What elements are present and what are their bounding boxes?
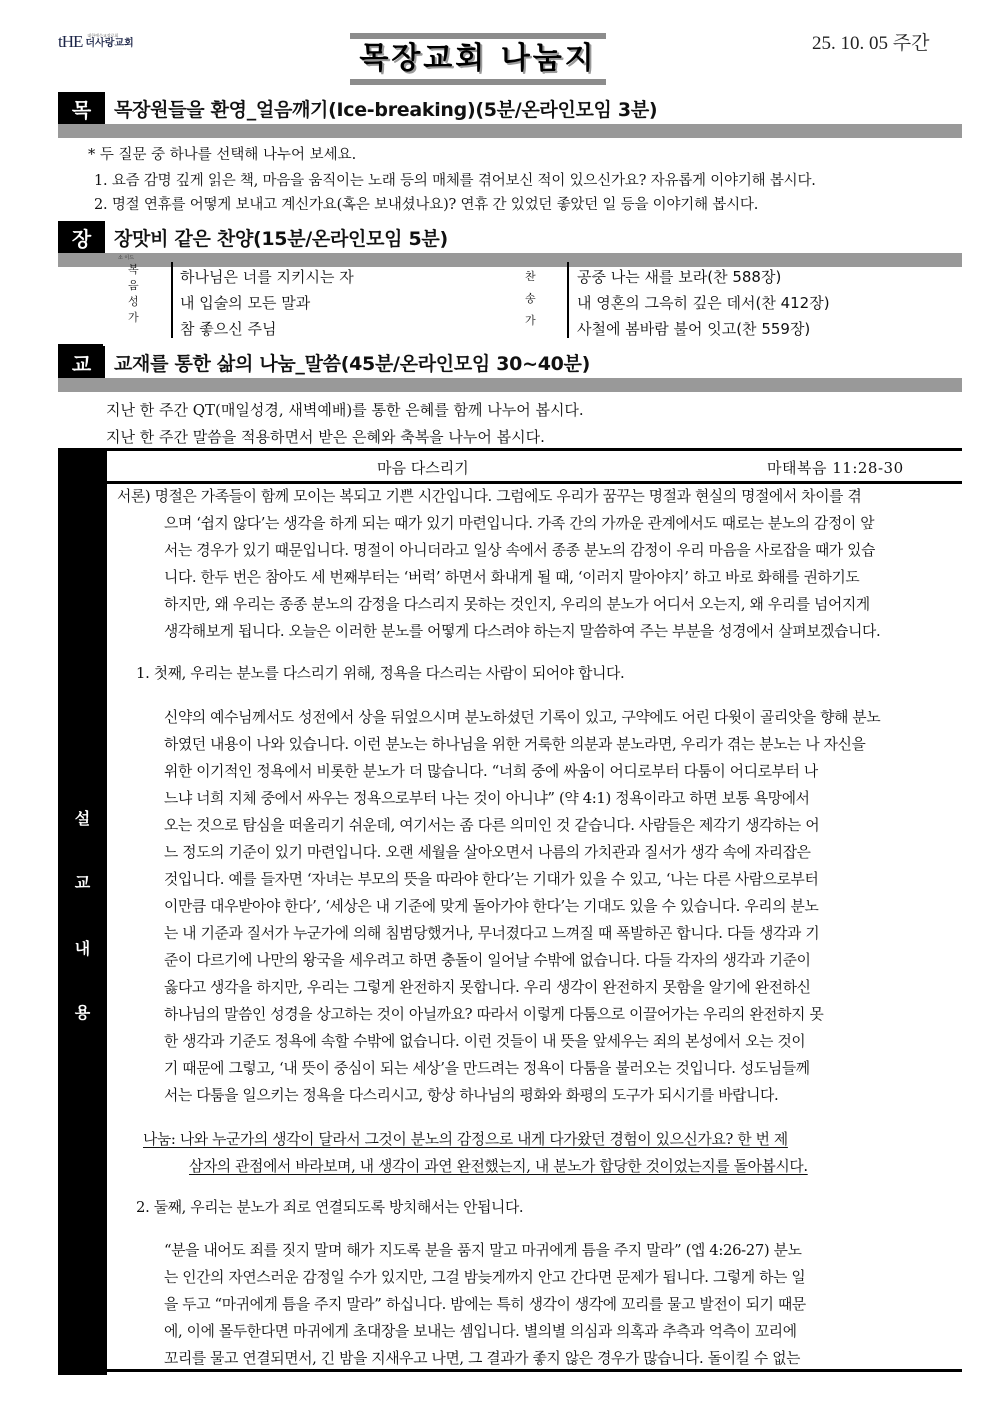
side-label-char: 내 <box>74 939 91 958</box>
side-label-char: 교 <box>74 873 91 892</box>
church-logo <box>58 33 134 50</box>
body-line: 옳다고 생각을 하지만, 우리는 그렇게 완전하지 못합니다. 우리 생각이 완전하지 못함을 알기에 완전하신 <box>164 979 811 996</box>
divider <box>567 262 569 338</box>
gospel-song-label: 복 음 성 가 <box>128 263 139 324</box>
section-title: 장맛비 같은 찬양(15분/온라인모임 5분) <box>114 227 448 250</box>
section-title: 교재를 통한 삶의 나눔_말씀(45분/온라인모임 30~40분) <box>114 352 590 375</box>
intro-line: 생각해보게 됩니다. 오늘은 이러한 분노를 어떻게 다스려야 하는지 말씀하여 주는 부분을 성경에서 살펴보겠습니다. <box>164 623 881 640</box>
sharing-note-2: 지난 한 주간 말씀을 적용하면서 받은 은혜와 축복을 나누어 봅시다. <box>106 428 545 446</box>
side-label-char: 설 <box>74 809 91 828</box>
hymn-label: 찬 송 가 <box>525 270 536 327</box>
section-mok <box>58 92 962 138</box>
sermon-title: 마음 다스리기 <box>377 459 469 477</box>
body-line: 위한 이기적인 정욕에서 비롯한 분노가 더 많습니다. “너희 중에 싸움이 어디로부터 다툼이 어디로부터 나 <box>164 763 818 780</box>
section-badge: 장 <box>58 221 105 253</box>
intro-line: 으며 ‘쉽지 않다’는 생각을 하게 되는 때가 있기 마련입니다. 가족 간의 가까운 관계에서도 때로는 분노의 감정이 앞 <box>164 515 875 532</box>
section-jang <box>58 221 962 267</box>
body-line: 는 인간의 자연스러운 감정일 수가 있지만, 그걸 밤늦게까지 안고 간다면 문제가 됩니다. 그렇게 하는 일 <box>164 1269 806 1286</box>
sermon-header <box>107 451 962 484</box>
body-line: 오는 것으로 탐심을 떠올리기 쉬운데, 여기서는 좀 다른 의미인 것 같습니다. 사람들은 제각기 생각하는 어 <box>164 817 820 834</box>
section-gyo <box>58 346 962 392</box>
scripture-reference: 마태복음 11:28-30 <box>767 459 904 477</box>
ice-question-2: 2. 명절 연휴를 어떻게 보내고 계신가요(혹은 보내셨나요)? 연휴 간 있었던 좋았던 일 등을 이야기해 봅시다. <box>94 197 759 213</box>
body-line: 준이 다르기에 나만의 왕국을 세우려고 하면 충돌이 일어날 수밖에 없습니다. 다들 각자의 생각과 기준이 <box>164 952 811 969</box>
body-line: 꼬리를 물고 연결되면서, 긴 밤을 지새우고 나면, 그 결과가 좋지 않은 경우가 많습니다. 돌이킬 수 없는 <box>164 1350 801 1367</box>
section-badge: 목 <box>58 92 105 124</box>
intro-line: 하지만, 왜 우리는 종종 분노의 감정을 다스리지 못하는 것인지, 우리의 분노가 어디서 오는지, 왜 우리를 넘어지게 <box>164 596 870 613</box>
intro-line: 서론) 명절은 가족들이 함께 모이는 복되고 기쁜 시간입니다. 그럼에도 우리가 꿈꾸는 명절과 현실의 명절에서 차이를 겪 <box>117 488 862 505</box>
section-title: 목장원들을 환영_얼음깨기(Ice-breaking)(5분/온라인모임 3분) <box>114 98 658 121</box>
ice-question-1: 1. 요즘 감명 깊게 읽은 책, 마음을 움직이는 노래 등의 매체를 겪어보신 적이 있으신가요? 자유롭게 이야기해 봅시다. <box>94 173 816 189</box>
divider <box>171 262 173 338</box>
gospel-song: 내 입술의 모든 말과 <box>180 294 311 312</box>
body-line: 이만큼 대우받아야 한다’, ‘세상은 내 기준에 맞게 돌아가야 한다’는 기대도 있을 수 있습니다. 우리의 분노 <box>164 898 819 915</box>
praise-table <box>58 255 962 342</box>
ice-breaking-note: * 두 질문 중 하나를 선택해 나누어 보세요. <box>88 147 357 163</box>
intro-line: 니다. 한두 번은 참아도 세 번째부터는 ‘버럭’ 하면서 화내게 될 때, ‘이러지 말아야지’ 하고 바로 화해를 권하기도 <box>164 569 860 586</box>
logo-name: 더사랑교회 <box>85 38 134 49</box>
section-bar <box>58 378 962 392</box>
body-line: 서는 다툼을 일으키는 정욕을 다스리시고, 항상 하나님의 평화와 화평의 도구가 되시기를 바랍니다. <box>164 1087 779 1104</box>
share-question-line: 나눔: 나와 누군가의 생각이 달라서 그것이 분노의 감정으로 내게 다가왔던 경험이 있으신가요? 한 번 제 <box>143 1131 788 1148</box>
section-bar <box>58 124 962 138</box>
body-line: 것입니다. 예를 들자면 ‘자녀는 부모의 뜻을 따라야 한다’는 기대가 있을 수 있고, ‘나는 다른 사람으로부터 <box>164 871 819 888</box>
body-line: 한 생각과 기준도 정욕에 속할 수밖에 없습니다. 이런 것들이 내 뜻을 앞세우는 죄의 본성에서 오는 것이 <box>164 1033 806 1050</box>
gospel-song: 참 좋으신 주님 <box>180 320 277 338</box>
intro-line: 서는 경우가 있기 때문입니다. 명절이 아니더라고 일상 속에서 종종 분노의 감정이 우리 마음을 사로잡을 때가 있습 <box>164 542 876 559</box>
body-line: 에, 이에 몰두한다면 마귀에게 초대장을 보내는 셈입니다. 별의별 의심과 의혹과 추측과 억측이 꼬리에 <box>164 1323 797 1340</box>
body-line: 기 때문에 그렇고, ‘내 뜻이 중심이 되는 세상’을 만드려는 정욕이 다툼을 불러오는 것입니다. 성도님들께 <box>164 1060 810 1077</box>
logo-mark: tHE <box>58 32 83 51</box>
body-line: “분을 내어도 죄를 짓지 말며 해가 지도록 분을 품지 말고 마귀에게 틈을 주지 말라” (엡 4:26-27) 분노 <box>164 1242 802 1259</box>
body-line: 신약의 예수님께서도 성전에서 상을 뒤엎으시며 분노하셨던 기록이 있고, 구약에도 어린 다윗이 골리앗을 향해 분노 <box>164 709 881 726</box>
body-line: 을 두고 “마귀에게 틈을 주지 말라” 하십니다. 밤에는 특히 생각이 생각에 꼬리를 물고 발전이 되기 때문 <box>164 1296 806 1313</box>
body-line: 느 정도의 기준이 있기 마련입니다. 오랜 세월을 살아오면서 나름의 가치관과 질서가 생각 속에 자리잡은 <box>164 844 811 861</box>
hymn: 내 영혼의 그윽히 깊은 데서(찬 412장) <box>577 294 830 312</box>
sermon-side-bar <box>58 448 107 1375</box>
title-bar-bottom <box>350 79 606 85</box>
side-label-char: 용 <box>74 1003 91 1022</box>
week-date: 25. 10. 05 주간 <box>812 33 930 54</box>
point-heading-2: 2. 둘째, 우리는 분노가 죄로 연결되도록 방치해서는 안됩니다. <box>136 1199 524 1216</box>
body-line: 느냐 너희 지체 중에서 싸우는 정욕으로부터 나는 것이 아니냐” (약 4:1) 정욕이라고 하면 보통 욕망에서 <box>164 790 810 807</box>
page-title-block <box>350 33 606 85</box>
body-line: 하나님의 말씀인 성경을 상고하는 것이 아닐까요? 따라서 이렇게 다툼으로 이끌어가는 우리의 완전하지 못 <box>164 1006 824 1023</box>
point-heading-1: 1. 첫째, 우리는 분노를 다스리기 위해, 정욕을 다스리는 사람이 되어야 합니다. <box>136 665 625 682</box>
page-title: 목장교회 나눔지 <box>359 41 597 76</box>
gospel-song: 하나님은 너를 지키시는 자 <box>180 268 354 286</box>
hymn: 사철에 봄바람 불어 잇고(찬 559장) <box>577 320 811 338</box>
tiny-label: 소 이드 <box>118 255 135 261</box>
body-line: 하였던 내용이 나와 있습니다. 이런 분노는 하나님을 위한 거룩한 의분과 분노라면, 우리가 겪는 분노는 나 자신을 <box>164 736 866 753</box>
share-question-line: 삼자의 관점에서 바라보며, 내 생각이 과연 완전했는지, 내 분노가 합당한 것이었는지를 돌아봅시다. <box>189 1158 808 1175</box>
sharing-note-1: 지난 한 주간 QT(매일성경, 새벽예배)를 통한 은혜를 함께 나누어 봅시다. <box>106 401 584 419</box>
section-badge: 교 <box>58 346 105 378</box>
body-line: 는 내 기준과 질서가 누군가에 의해 침범당했거나, 무너졌다고 느껴질 때 폭발하곤 합니다. 다들 생각과 기 <box>164 925 820 942</box>
hymn: 공중 나는 새를 보라(찬 588장) <box>577 268 782 286</box>
logo-subtitle: 대한예수교장로회 <box>87 33 119 38</box>
